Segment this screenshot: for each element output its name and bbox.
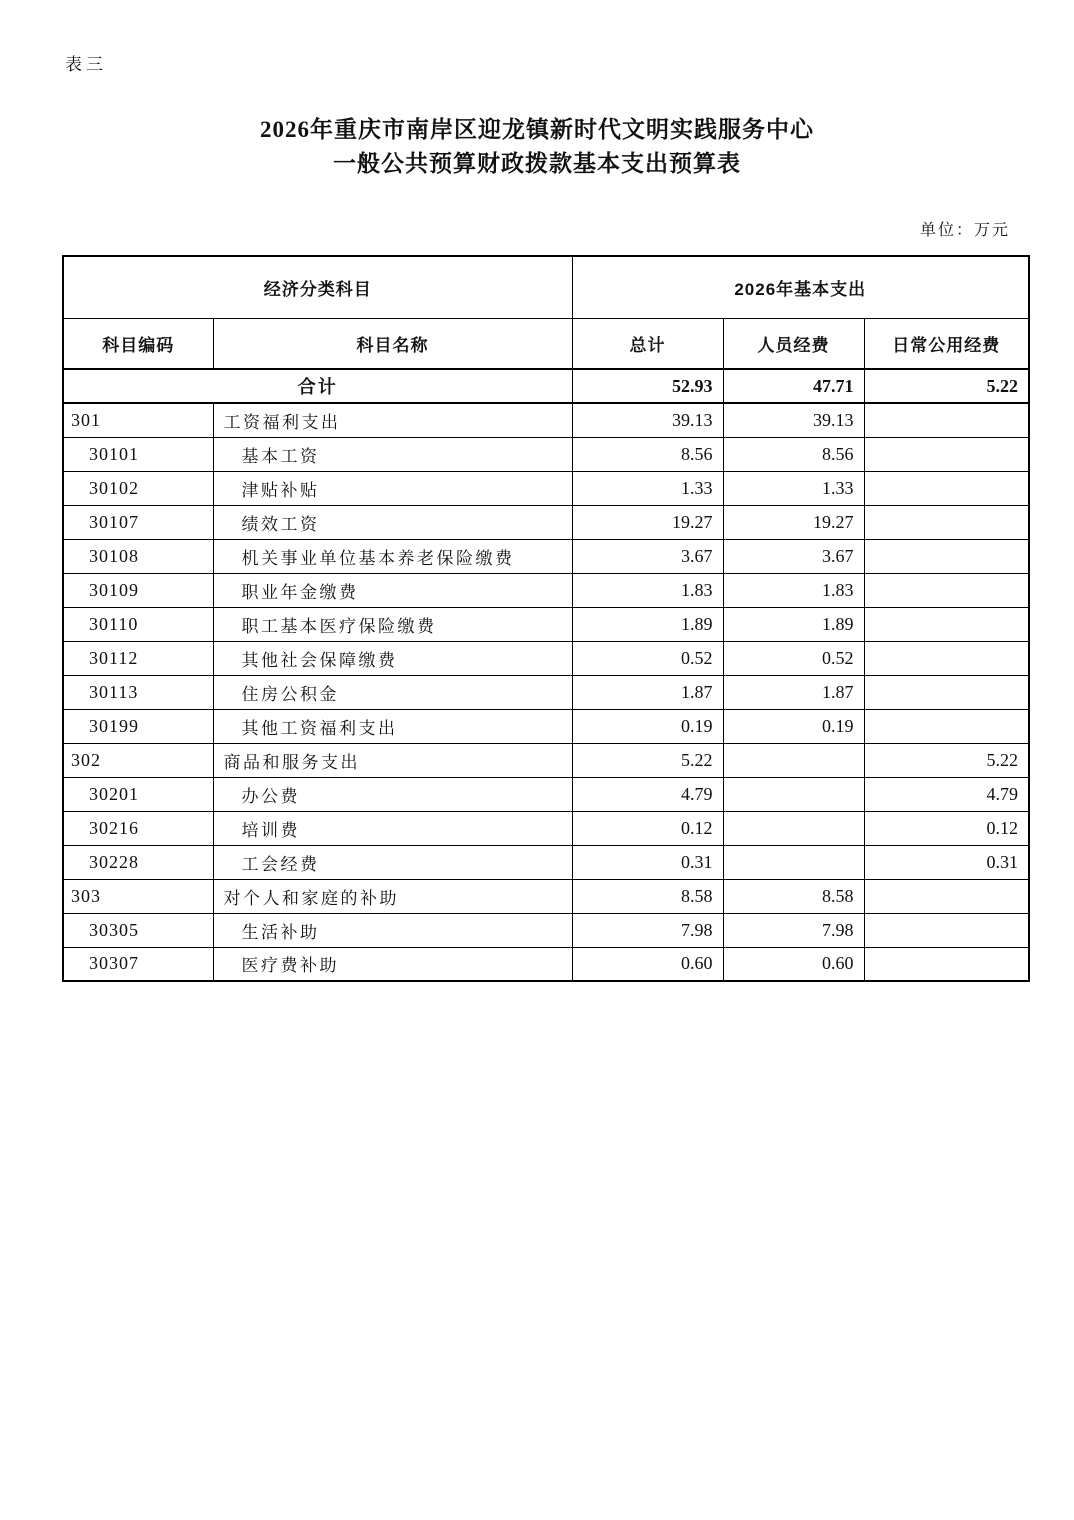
table-row [63,505,1029,539]
daily-value-cell [864,539,1029,573]
budget-table [62,255,1030,982]
total-value-cell: 3.67 [572,539,723,573]
subject-name-cell: 办公费 [213,777,572,811]
table-row [63,607,1029,641]
personnel-value-cell: 7.98 [723,913,864,947]
total-row-label: 合计 [63,369,572,403]
total-value-cell: 0.52 [572,641,723,675]
personnel-value-cell: 0.52 [723,641,864,675]
subject-code-cell: 30109 [63,573,213,607]
daily-value-cell [864,641,1029,675]
table-row [63,539,1029,573]
subject-name-cell: 住房公积金 [213,675,572,709]
personnel-value-cell [723,845,864,879]
header-total: 总计 [572,318,723,369]
daily-value-cell [864,505,1029,539]
subject-code-cell: 301 [63,403,213,437]
total-row-daily-value: 5.22 [864,369,1029,403]
table-number-label: 表三 [65,55,107,74]
subject-code-cell: 303 [63,879,213,913]
subject-name-cell: 职工基本医疗保险缴费 [213,607,572,641]
daily-value-cell [864,913,1029,947]
daily-value-cell [864,403,1029,437]
subject-name-cell: 职业年金缴费 [213,573,572,607]
subject-name-cell: 机关事业单位基本养老保险缴费 [213,539,572,573]
daily-value-cell [864,437,1029,471]
subject-name-cell: 工会经费 [213,845,572,879]
subject-code-cell: 30199 [63,709,213,743]
subject-name-cell: 津贴补贴 [213,471,572,505]
daily-value-cell [864,471,1029,505]
budget-table-header [63,256,1029,369]
personnel-value-cell: 39.13 [723,403,864,437]
total-value-cell: 1.87 [572,675,723,709]
daily-value-cell [864,573,1029,607]
total-value-cell: 5.22 [572,743,723,777]
subject-code-cell: 30307 [63,947,213,981]
document-title-line1: 2026年重庆市南岸区迎龙镇新时代文明实践服务中心 [260,117,814,142]
subject-name-cell: 商品和服务支出 [213,743,572,777]
subject-code-cell: 30305 [63,913,213,947]
subject-name-cell: 基本工资 [213,437,572,471]
subject-name-cell: 医疗费补助 [213,947,572,981]
table-row [63,437,1029,471]
header-subject-code: 科目编码 [63,318,213,369]
document-title [0,113,1074,181]
subject-name-cell: 培训费 [213,811,572,845]
header-daily-public-expense: 日常公用经费 [864,318,1029,369]
budget-table-body [63,369,1029,981]
subject-code-cell: 30201 [63,777,213,811]
total-value-cell: 0.12 [572,811,723,845]
subject-name-cell: 其他社会保障缴费 [213,641,572,675]
total-value-cell: 1.83 [572,573,723,607]
daily-value-cell [864,947,1029,981]
table-row [63,913,1029,947]
header-basic-expenditure-2026: 2026年基本支出 [572,256,1029,318]
subject-code-cell: 30228 [63,845,213,879]
subject-name-cell: 对个人和家庭的补助 [213,879,572,913]
table-row [63,879,1029,913]
daily-value-cell [864,709,1029,743]
header-columns-row [63,318,1029,369]
subject-name-cell: 其他工资福利支出 [213,709,572,743]
total-value-cell: 1.89 [572,607,723,641]
daily-value-cell [864,607,1029,641]
subject-code-cell: 302 [63,743,213,777]
total-value-cell: 1.33 [572,471,723,505]
subject-code-cell: 30113 [63,675,213,709]
table-row [63,471,1029,505]
personnel-value-cell: 8.56 [723,437,864,471]
total-value-cell: 7.98 [572,913,723,947]
table-row [63,947,1029,981]
unit-label: 单位：万元 [919,222,1010,239]
header-personnel-expense: 人员经费 [723,318,864,369]
subject-code-cell: 30112 [63,641,213,675]
personnel-value-cell: 0.60 [723,947,864,981]
personnel-value-cell: 1.89 [723,607,864,641]
total-value-cell: 0.19 [572,709,723,743]
personnel-value-cell [723,777,864,811]
header-group-row [63,256,1029,318]
table-row [63,641,1029,675]
total-value-cell: 0.60 [572,947,723,981]
document-title-line2: 一般公共预算财政拨款基本支出预算表 [333,151,741,176]
daily-value-cell: 5.22 [864,743,1029,777]
daily-value-cell [864,675,1029,709]
subject-code-cell: 30216 [63,811,213,845]
daily-value-cell [864,879,1029,913]
personnel-value-cell: 3.67 [723,539,864,573]
table-row [63,743,1029,777]
table-row [63,811,1029,845]
table-row [63,675,1029,709]
table-row [63,573,1029,607]
personnel-value-cell: 1.33 [723,471,864,505]
subject-name-cell: 工资福利支出 [213,403,572,437]
personnel-value-cell: 19.27 [723,505,864,539]
subject-code-cell: 30108 [63,539,213,573]
subject-name-cell: 生活补助 [213,913,572,947]
table-row [63,709,1029,743]
personnel-value-cell: 1.83 [723,573,864,607]
daily-value-cell: 4.79 [864,777,1029,811]
personnel-value-cell: 1.87 [723,675,864,709]
table-row [63,845,1029,879]
personnel-value-cell: 8.58 [723,879,864,913]
total-row-personnel-value: 47.71 [723,369,864,403]
table-row [63,403,1029,437]
total-row [63,369,1029,403]
daily-value-cell: 0.31 [864,845,1029,879]
subject-code-cell: 30110 [63,607,213,641]
table-row [63,777,1029,811]
daily-value-cell: 0.12 [864,811,1029,845]
total-value-cell: 4.79 [572,777,723,811]
total-value-cell: 19.27 [572,505,723,539]
total-row-total-value: 52.93 [572,369,723,403]
header-economic-classification: 经济分类科目 [63,256,572,318]
header-subject-name: 科目名称 [213,318,572,369]
personnel-value-cell: 0.19 [723,709,864,743]
total-value-cell: 8.58 [572,879,723,913]
subject-code-cell: 30101 [63,437,213,471]
total-value-cell: 8.56 [572,437,723,471]
total-value-cell: 39.13 [572,403,723,437]
total-value-cell: 0.31 [572,845,723,879]
subject-code-cell: 30107 [63,505,213,539]
personnel-value-cell [723,811,864,845]
subject-name-cell: 绩效工资 [213,505,572,539]
personnel-value-cell [723,743,864,777]
subject-code-cell: 30102 [63,471,213,505]
